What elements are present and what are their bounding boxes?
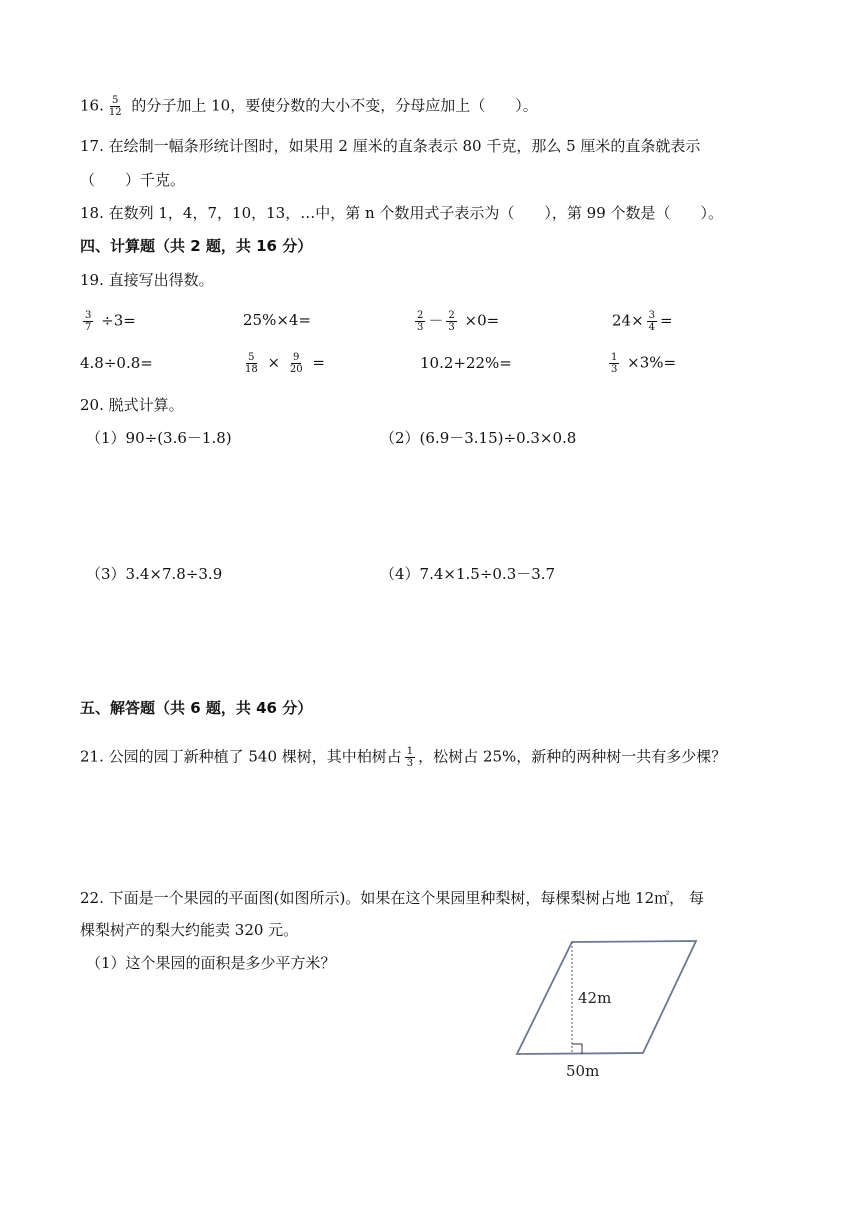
fraction-denominator: 7 [85,322,92,333]
fraction-numerator: 3 [648,310,656,321]
fraction-numerator: 2 [448,310,455,321]
q20-part-1: （1）90÷(3.6－1.8) [86,429,232,447]
question-22-line1: 22. 下面是一个果园的平面图(如图所示)。如果在这个果园里种梨树，每棵梨树占地 12㎡， 每 [80,889,704,907]
fraction [647,310,657,333]
fraction-numerator: 5 [112,95,119,106]
question-19-title: 19. 直接写出得数。 [80,271,214,289]
q19-item-7: 10.2+22%= [420,354,512,372]
question-17-line1: 17. 在绘制一幅条形统计图时，如果用 2 厘米的直条表示 80 千克，那么 5 厘米的直条就表示 [80,137,701,155]
fraction-numerator: 3 [85,310,92,321]
section-5-title: 五、解答题（共 6 题，共 46 分） [80,699,313,717]
q19-item-3 [412,310,499,333]
base-label: 50m [566,1062,600,1080]
expression-text: = [660,311,673,330]
q20-part-4: （4）7.4×1.5÷0.3－3.7 [380,565,556,583]
q22-sub-1: （1）这个果园的面积是多少平方米？ [86,954,336,972]
fraction [243,352,260,375]
fraction-denominator: 20 [289,364,303,375]
q20-part-3: （3）3.4×7.8÷3.9 [86,565,223,583]
question-16 [80,95,538,118]
fraction [415,310,425,333]
q19-item-5: 4.8÷0.8= [80,354,153,372]
q16-text: 的分子加上 10，要使分数的大小不变，分母应加上（ ）。 [131,96,538,115]
q19-item-8 [606,352,676,375]
fraction [83,310,93,333]
fraction-denominator: 3 [406,758,414,769]
q21-text-after: ，松树占 25%，新种的两种树一共有多少棵？ [418,747,727,766]
question-17-line2: （ ）千克。 [80,171,186,189]
expression-text: 24× [612,311,644,330]
fraction-denominator: 18 [245,364,258,375]
fraction-numerator: 1 [611,352,618,363]
question-18: 18. 在数列 1，4，7，10，13，…中，第 n 个数用式子表示为（ ），第 99 个数是（ ）。 [80,204,724,222]
fraction-denominator: 3 [611,364,618,375]
fraction-numerator: 2 [417,310,424,321]
fraction [609,352,619,375]
q19-item-1 [80,310,136,333]
height-label: 42m [578,989,612,1007]
section-4-title: 四、计算题（共 2 题，共 16 分） [80,237,313,255]
fraction [288,352,305,375]
right-angle-marker [572,1044,582,1054]
orchard-parallelogram-diagram [500,930,710,1085]
fraction [446,310,456,333]
fraction-denominator: 3 [417,322,424,333]
expression-text: ÷3= [101,311,136,330]
q19-item-6 [240,352,325,375]
fraction-numerator: 5 [248,352,255,363]
operator: － [428,311,444,330]
expression-text: ×0= [464,311,500,330]
fraction [107,95,124,118]
fraction-denominator: 3 [448,322,455,333]
q16-number: 16. [80,96,104,115]
question-21 [80,746,726,769]
fraction-numerator: 9 [293,352,300,363]
q19-item-2: 25%×4= [243,311,312,329]
expression-text: ×3%= [627,353,677,372]
fraction-denominator: 4 [648,322,656,333]
q20-part-2: （2）(6.9－3.15)÷0.3×0.8 [380,429,577,447]
question-22-line2: 棵梨树产的梨大约能卖 320 元。 [80,921,299,939]
fraction [405,746,415,769]
q21-text-before: 21. 公园的园丁新种植了 540 棵树，其中柏树占 [80,747,402,766]
fraction-denominator: 12 [108,107,122,118]
fraction-numerator: 1 [406,746,414,757]
question-20-title: 20. 脱式计算。 [80,396,184,414]
expression-text: = [312,353,325,372]
q19-item-4 [612,310,673,333]
operator: × [267,353,281,372]
